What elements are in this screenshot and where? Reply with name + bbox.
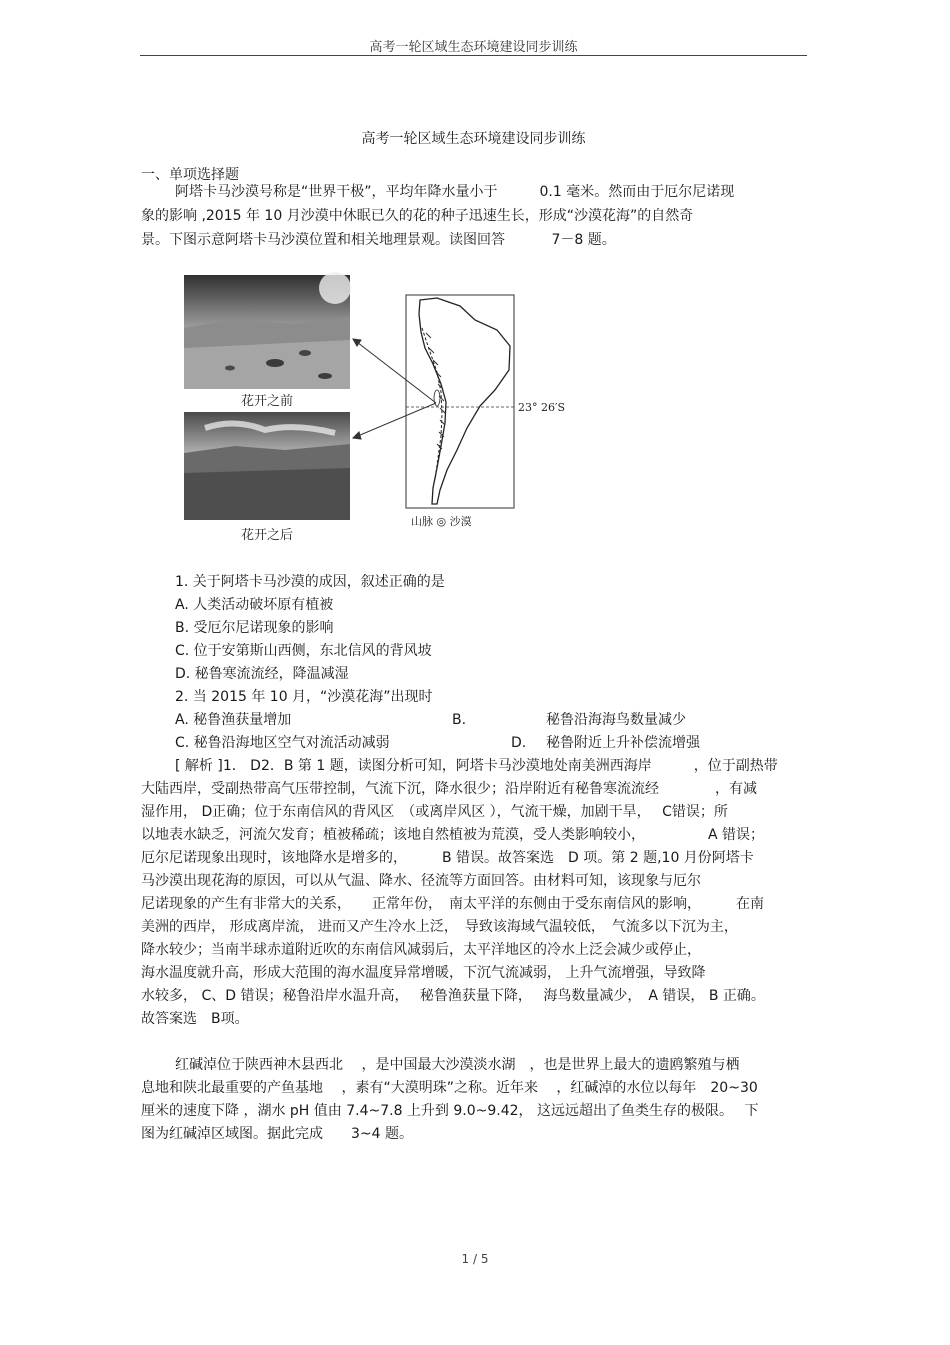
map-legend: 山脉 ◎ 沙漠 [411,515,472,528]
analysis-line: 以地表水缺乏，河流欠发育；植被稀疏；该地自然植被为荒漠，受人类影响较小， A 错误； [141,827,765,843]
passage2-line: 息地和陕北最重要的产鱼基地 ，素有“大漠明珠”之称。近年来 ，红碱淖的水位以每年 20~30 [141,1080,758,1096]
q1-option-c: C. 位于安第斯山西侧，东北信风的背风坡 [175,643,432,659]
q2-option-a: A. 秘鲁渔获量增加 [175,712,292,728]
analysis-line: [ 解析 ]1． D2．B 第 1 题，读图分析可知，阿塔卡马沙漠地处南美洲西海岸 ，位于副热带 [175,758,778,774]
analysis-line: 美洲的西岸， 形成离岸流， 进而又产生冷水上泛， 导致该海域气温较低， 气流多以下沉为主， [141,919,738,935]
south-america-map [406,295,565,528]
passage2-line: 红碱淖位于陕西神木县西北 ，是中国最大沙漠淡水湖 ，也是世界上最大的遗鸥繁殖与栖 [175,1057,740,1073]
analysis-line: 大陆西岸，受副热带高气压带控制，气流下沉，降水很少；沿岸附近有秘鲁寒流流经 ，有减 [141,781,757,797]
question-1: 1. 关于阿塔卡马沙漠的成因，叙述正确的是 [175,574,445,590]
page-number: 1 / 5 [461,1252,489,1266]
analysis-line: 降水较少；当南半球赤道附近吹的东南信风减弱后，太平洋地区的冷水上泛会减少或停止， [141,942,701,958]
header-divider [140,55,807,56]
intro-line-2: 象的影响 ,2015 年 10 月沙漠中休眠已久的花的种子迅速生长，形成“沙漠花海”的自然奇 [141,208,694,224]
analysis-line: 湿作用， D正确；位于东南信风的背风区 （或离岸风区 ），气流干燥，加剧干旱， C错误；所 [141,804,728,820]
analysis-line: 尼诺现象的产生有非常大的关系， 正常年份， 南太平洋的东侧由于受东南信风的影响， 在南 [141,896,764,912]
analysis-line: 故答案选 B项。 [141,1011,249,1027]
latitude-label: 23° 26′S [518,401,566,414]
q2-option-d: 秘鲁附近上升补偿流增强 [546,735,700,751]
q1-option-d: D. 秘鲁寒流流经，降温减湿 [175,666,349,682]
passage2-line: 图为红碱淖区域图。据此完成 3~4 题。 [141,1126,413,1142]
q2-option-b-letter: B. [452,712,467,728]
photo-before-bloom [184,272,351,389]
analysis-line: 水较多， C、D 错误；秘鲁沿岸水温升高， 秘鲁渔获量下降， 海鸟数量减少， A 错误， B 正确。 [141,988,765,1004]
section-heading: 一、单项选择题 [141,167,239,183]
q2-option-b: 秘鲁沿海海鸟数量减少 [546,712,686,728]
atacama-figure [175,268,566,548]
question-2: 2. 当 2015 年 10 月，“沙漠花海”出现时 [175,689,433,705]
passage2-line: 厘米的速度下降 ，湖水 pH 值由 7.4~7.8 上升到 9.0~9.42， 这远远超出了鱼类生存的极限。 下 [141,1103,759,1119]
q1-option-b: B. 受厄尔尼诺现象的影响 [175,620,334,636]
analysis-line: 马沙漠出现花海的原因，可以从气温、降水、径流等方面回答。由材料可知，该现象与厄尔 [141,873,701,889]
analysis-line: 厄尔尼诺现象出现时，该地降水是增多的， B 错误。故答案选 D 项。第 2 题,10 月份阿塔卡 [141,850,754,866]
intro-line-1: 阿塔卡马沙漠号称是“世界干极”，平均年降水量小于 0.1 毫米。然而由于厄尔尼诺现 [175,184,735,200]
caption-after-bloom: 花开之后 [240,528,293,543]
document-title: 高考一轮区域生态环境建设同步训练 [361,131,586,147]
photo-after-bloom [184,412,350,520]
q2-option-c: C. 秘鲁沿海地区空气对流活动减弱 [175,735,390,751]
analysis-line: 海水温度就升高，形成大范围的海水温度异常增暖，下沉气流减弱， 上升气流增强，导致降 [141,965,706,981]
q1-option-a: A. 人类活动破坏原有植被 [175,597,334,613]
caption-before-bloom: 花开之前 [240,394,293,409]
intro-line-3: 景。下图示意阿塔卡马沙漠位置和相关地理景观。读图回答 7－8 题。 [141,232,616,248]
q2-option-d-letter: D. [511,735,527,751]
page-header: 高考一轮区域生态环境建设同步训练 [369,40,578,55]
